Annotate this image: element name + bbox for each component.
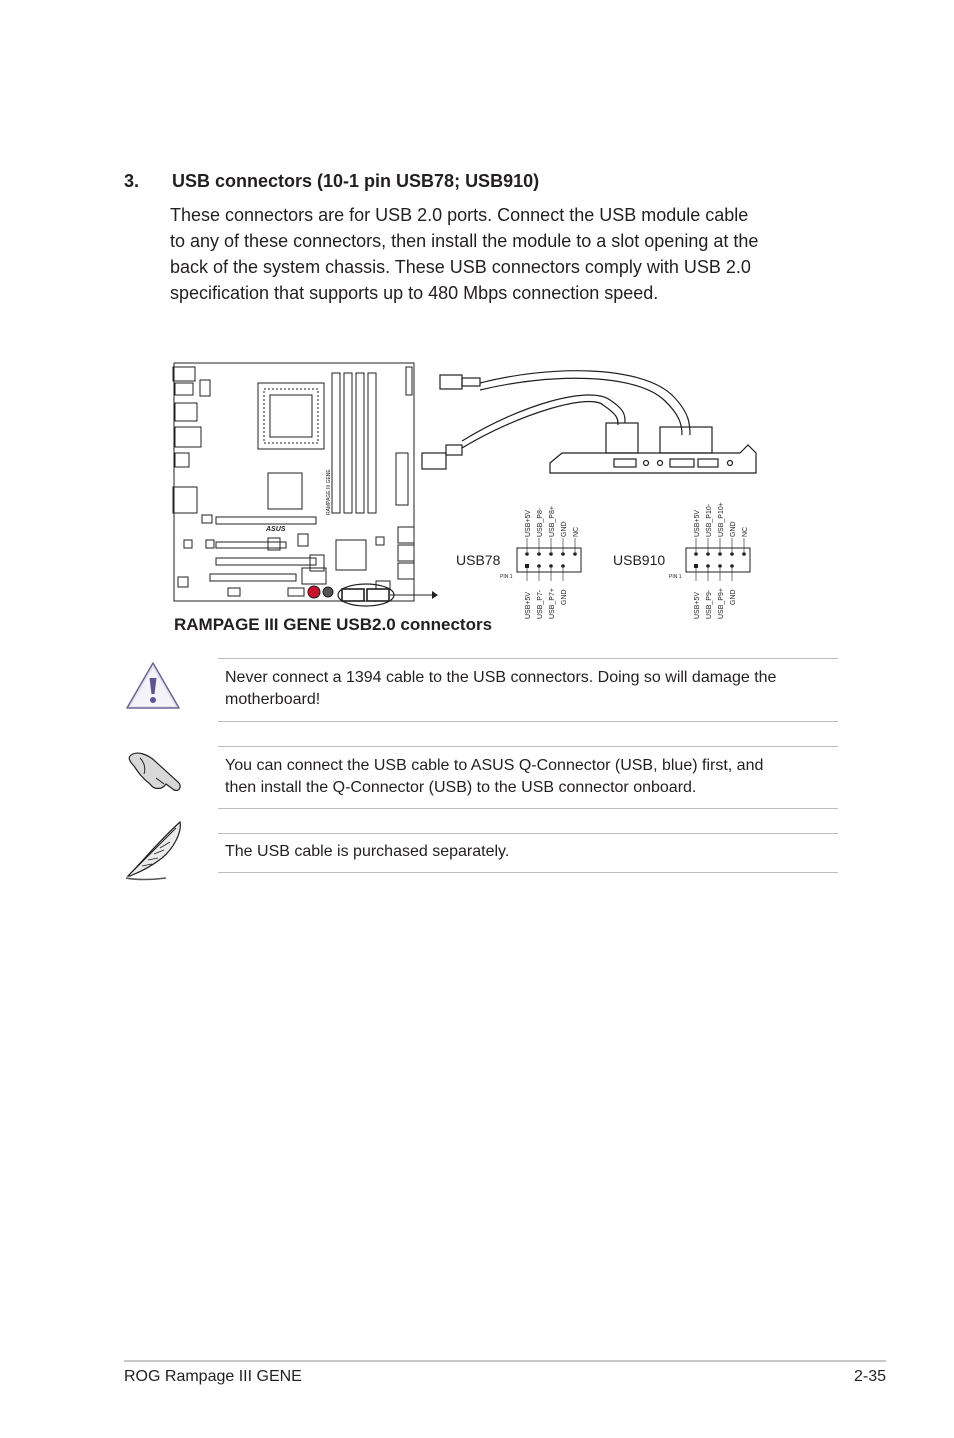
feather-note-text [225,841,835,863]
usb78-pin-label: GND [561,521,568,537]
section-title: USB connectors (10-1 pin USB78; USB910) [172,171,540,191]
red-button [308,586,320,598]
motherboard-diagram-svg [170,345,770,634]
paragraph-line: These connectors are for USB 2.0 ports. Connect the USB module cable [170,205,749,225]
usb-bracket [550,445,756,473]
bracket-port-housing [660,427,712,453]
usb910-pin-label: USB+5V [694,591,701,619]
dimm-slot [332,373,340,513]
note-line: You can connect the USB cable to ASUS Q-Connector (USB, blue) first, and [225,757,764,774]
usb910-pin-label: NC [742,526,749,537]
usb910-header-block [686,548,750,572]
note-divider [218,833,838,834]
usb-plug [422,453,446,469]
usb910-pin-label: GND [730,589,737,605]
board-label: RAMPAGE III GENE [326,469,332,515]
usb78-pin-label: USB_P8- [537,507,544,537]
paragraph-line: back of the system chassis. These USB connectors comply with USB 2.0 [170,257,751,277]
note-divider [218,721,838,722]
hand-icon [126,748,184,801]
page-number: 2-35 [853,1368,886,1385]
diagram-caption: RAMPAGE III GENE USB2.0 connectors [174,615,493,634]
cpu-socket [258,383,324,449]
note-line: Never connect a 1394 cable to the USB connectors. Doing so will damage the [225,669,777,686]
warning-icon [124,660,182,717]
paragraph-line: specification that supports up to 480 Mbps connection speed. [170,283,659,303]
usb910-pin-label: USB+5V [694,509,701,537]
usb910-pin-label: USB_P9+ [718,588,725,619]
dimm-slot [368,373,376,513]
pcie-slot [216,558,316,565]
paragraph-line: to any of these connectors, then install the module to a slot opening at the [170,231,759,251]
note-divider [218,746,838,747]
usb910-label: USB910 [613,552,666,568]
footer-title: ROG Rampage III GENE [124,1368,302,1385]
section-paragraph [170,202,820,306]
usb78-pin-label: NC [573,526,580,537]
usb78-pin-label: USB_P7+ [549,588,556,619]
usb-plug [440,375,462,389]
note-line: then install the Q-Connector (USB) to the USB connector onboard. [225,779,697,796]
usb78-pin-label: USB_P7- [537,589,544,619]
usb-cable [480,371,690,435]
usb-connector-diagram [170,345,770,634]
asus-logo: ASUS [266,526,286,533]
usb78-pin-label: USB+5V [525,591,532,619]
usb78-header-block [517,548,581,572]
usb78-pin-label: USB+5V [525,509,532,537]
usb78-pin1-label: PIN 1 [500,574,513,580]
grey-button [323,587,333,597]
pcie-slot [216,542,286,548]
footer-rule [124,1360,886,1362]
usb78-pin-label: USB_P8+ [549,506,556,537]
usb910-pin-label: USB_P10+ [718,502,725,537]
pcie-slot [216,517,316,524]
usb78-label: USB78 [456,552,501,568]
bracket-port-housing [606,423,638,453]
usb910-pin-label: USB_P10- [706,503,713,537]
note-divider [218,872,838,873]
note-line: motherboard! [225,691,321,708]
section-number: 3. [124,171,140,191]
usb910-pin-label: GND [730,521,737,537]
dimm-slot [356,373,364,513]
note-divider [218,658,838,659]
usb78-pin-label: GND [561,589,568,605]
feather-icon [122,818,188,887]
dimm-slot [344,373,352,513]
usb910-pin1-label: PIN 1 [669,574,682,580]
usb-header-highlight [338,584,394,606]
pcie-slot [210,574,296,581]
warning-note-text [225,667,835,711]
note-line: The USB cable is purchased separately. [225,843,510,860]
hand-note-text [225,755,835,799]
note-divider [218,808,838,809]
arrow-head-icon [432,591,438,599]
usb910-pin-label: USB_P9- [706,589,713,619]
